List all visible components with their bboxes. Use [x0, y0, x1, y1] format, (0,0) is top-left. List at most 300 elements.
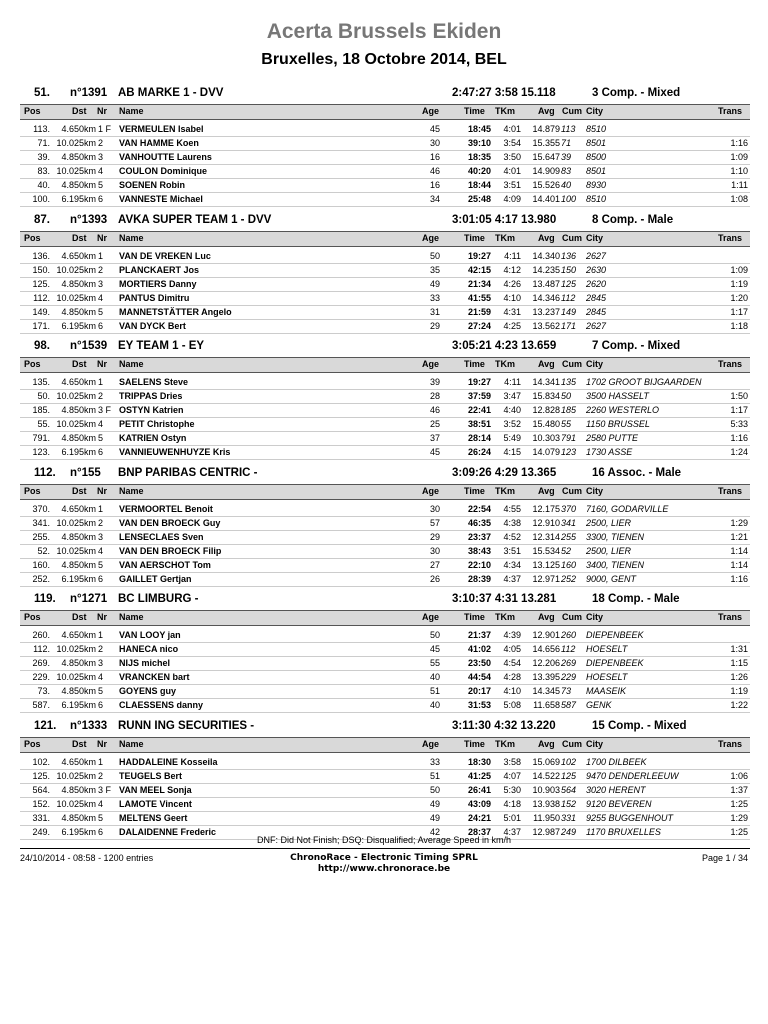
cell-nr: 1 — [98, 377, 104, 387]
cell-pos: 269. — [32, 658, 50, 668]
table-row — [20, 432, 750, 446]
cell-avg: 14.340 — [532, 250, 560, 261]
cell-age: 45 — [429, 447, 440, 457]
cell-age: 51 — [429, 686, 440, 696]
cell-age: 46 — [429, 166, 440, 176]
team-number: n°1391 — [70, 87, 108, 99]
cell-dst: 4.650km — [61, 377, 96, 387]
cell-trans: 1:26 — [730, 672, 748, 682]
team-header — [20, 86, 750, 102]
cell-name: PANTUS Dimitru — [119, 292, 190, 303]
cell-age: 33 — [429, 756, 440, 767]
column-header-avg: Avg — [538, 485, 555, 496]
table-row — [20, 151, 750, 165]
cell-pos: 52. — [37, 545, 50, 556]
cell-city: 2630 — [586, 264, 607, 275]
column-header-avg: Avg — [538, 359, 555, 369]
cell-age: 29 — [429, 531, 440, 542]
column-header-tkm: TKm — [495, 738, 515, 749]
cell-city: 3500 HASSELT — [586, 391, 649, 401]
cell-trans: 1:17 — [730, 306, 748, 317]
cell-dst: 10.025km — [56, 644, 96, 654]
cell-nr: 3 — [98, 152, 104, 162]
team-time: 3:11:30 4:32 13.220 — [452, 719, 556, 732]
column-header-cum: Cum — [562, 232, 582, 243]
cell-city: MAASEIK — [586, 686, 627, 696]
cell-city: 3300, TIENEN — [586, 531, 645, 542]
cell-tkm: 4:11 — [504, 377, 521, 387]
cell-nr: 2 — [98, 138, 104, 148]
cell-name: VAN DEN BROECK Guy — [119, 517, 221, 528]
cell-tkm: 5:08 — [503, 700, 521, 710]
cell-avg: 13.487 — [532, 278, 560, 289]
cell-nr: 3 — [98, 658, 104, 668]
cell-cum: 171 — [561, 320, 577, 331]
cell-time: 23:50 — [467, 658, 491, 668]
cell-age: 31 — [429, 306, 440, 317]
team-rank: 119. — [34, 593, 56, 605]
cell-time: 41:02 — [467, 644, 491, 654]
cell-nr: 4 — [98, 419, 104, 429]
cell-avg: 14.909 — [532, 166, 560, 176]
cell-cum: 269 — [561, 658, 577, 668]
cell-trans: 1:29 — [730, 517, 748, 528]
cell-avg: 15.647 — [532, 152, 560, 162]
column-header-cum: Cum — [562, 738, 582, 749]
team-header — [20, 719, 750, 735]
cell-city: 7160, GODARVILLE — [586, 503, 669, 514]
table-row — [20, 784, 750, 798]
cell-pos: 152. — [32, 798, 50, 809]
cell-avg: 14.346 — [532, 292, 560, 303]
cell-name: MELTENS Geert — [119, 812, 188, 823]
cell-nr: 5 — [98, 559, 104, 570]
cell-pos: 102. — [32, 756, 50, 767]
team-number: n°155 — [70, 466, 101, 479]
cell-tkm: 3:58 — [503, 756, 521, 767]
cell-dst: 4.850km — [61, 152, 96, 162]
cell-trans: 1:14 — [730, 559, 748, 570]
team-time: 3:05:21 4:23 13.659 — [452, 340, 557, 352]
cell-age: 34 — [429, 194, 440, 204]
team-category: 15 Comp. - Mixed — [592, 719, 687, 732]
cell-cum: 125 — [561, 278, 577, 289]
cell-avg: 12.828 — [532, 405, 560, 415]
cell-tkm: 3:51 — [503, 545, 521, 556]
cell-avg: 14.522 — [532, 770, 560, 781]
table-row — [20, 137, 750, 151]
cell-age: 50 — [429, 630, 440, 640]
team-block — [20, 592, 750, 719]
table-row — [20, 812, 750, 826]
table-row — [20, 418, 750, 432]
runner-rows — [20, 503, 750, 587]
cell-nr: 4 — [98, 292, 104, 303]
cell-name: VAN LOOY jan — [119, 630, 181, 640]
team-time: 2:47:27 3:58 15.118 — [452, 87, 556, 99]
column-header-avg: Avg — [538, 738, 555, 749]
cell-time: 28:14 — [467, 433, 491, 443]
column-header-name: Name — [119, 485, 144, 496]
cell-trans: 1:25 — [730, 798, 748, 809]
cell-time: 21:59 — [467, 306, 491, 317]
page-subtitle: Bruxelles, 18 Octobre 2014, BEL — [261, 51, 507, 68]
cell-time: 28:39 — [467, 573, 491, 584]
cell-avg: 14.656 — [532, 644, 560, 654]
team-category: 16 Assoc. - Male — [592, 466, 682, 479]
cell-trans: 1:15 — [730, 658, 748, 668]
cell-time: 27:24 — [467, 320, 491, 331]
column-header-dst: Dst — [72, 738, 87, 749]
cell-time: 26:24 — [467, 447, 491, 457]
cell-nr: 5 — [98, 306, 104, 317]
cell-dst: 10.025km — [56, 391, 96, 401]
column-header-dst: Dst — [72, 232, 87, 243]
table-row — [20, 756, 750, 770]
column-header-city: City — [586, 738, 604, 749]
column-header-name: Name — [119, 359, 144, 369]
cell-time: 20:17 — [467, 686, 491, 696]
team-time: 3:01:05 4:17 13.980 — [452, 213, 557, 226]
column-header-tkm: TKm — [495, 612, 515, 622]
cell-trans: 1:16 — [730, 573, 748, 584]
team-header — [20, 213, 750, 229]
cell-avg: 12.314 — [532, 531, 560, 542]
column-header-pos: Pos — [24, 232, 41, 243]
cell-nr: 5 — [98, 812, 104, 823]
cell-time: 18:35 — [467, 152, 491, 162]
cell-age: 35 — [429, 264, 440, 275]
cell-age: 40 — [429, 700, 440, 710]
cell-name: CLAESSENS danny — [119, 700, 204, 710]
cell-city: 2620 — [586, 278, 607, 289]
team-header — [20, 466, 750, 482]
cell-dst: 4.650km — [61, 756, 96, 767]
cell-name: MANNETSTÄTTER Angelo — [119, 306, 232, 317]
column-header-pos: Pos — [24, 106, 41, 116]
cell-trans: 1:09 — [730, 264, 748, 275]
cell-dst: 6.195km — [61, 700, 96, 710]
cell-cum: 564 — [561, 784, 577, 795]
column-header-age: Age — [422, 612, 440, 622]
cell-age: 49 — [429, 812, 440, 823]
cell-city: 2845 — [586, 306, 607, 317]
team-rank: 112. — [34, 466, 56, 479]
cell-tkm: 4:25 — [503, 320, 521, 331]
column-header-nr: Nr — [97, 738, 108, 749]
cell-tkm: 4:31 — [503, 306, 521, 317]
cell-dst: 10.025km — [56, 264, 96, 275]
column-header-pos: Pos — [24, 485, 41, 496]
column-header-city: City — [586, 485, 604, 496]
cell-tkm: 4:09 — [503, 194, 521, 204]
cell-nr: 4 — [98, 166, 104, 176]
cell-tkm: 3:54 — [503, 138, 521, 148]
cell-time: 22:10 — [467, 559, 491, 570]
cell-name: VAN DYCK Bert — [119, 320, 186, 331]
column-header-tkm: TKm — [495, 359, 515, 369]
cell-name: VANHOUTTE Laurens — [119, 152, 212, 162]
column-header-nr: Nr — [97, 359, 108, 369]
cell-dst: 4.850km — [61, 559, 96, 570]
runner-rows — [20, 629, 750, 713]
cell-avg: 14.235 — [532, 264, 560, 275]
column-header-trans: Trans — [718, 359, 743, 369]
cell-cum: 135 — [561, 377, 577, 387]
column-header-trans: Trans — [718, 738, 743, 749]
cell-tkm: 4:12 — [503, 264, 521, 275]
cell-tkm: 4:28 — [503, 672, 521, 682]
cell-avg: 14.345 — [532, 686, 560, 696]
column-header-avg: Avg — [538, 612, 555, 622]
cell-city: 3400, TIENEN — [586, 559, 645, 570]
table-row — [20, 320, 750, 334]
cell-dst: 4.850km — [61, 531, 96, 542]
column-header-pos: Pos — [24, 359, 41, 369]
cell-city: 9255 BUGGENHOUT — [586, 812, 674, 823]
cell-name: VAN DEN BROECK Filip — [119, 545, 222, 556]
cell-nr: 6 — [98, 320, 104, 331]
cell-cum: 73 — [561, 686, 572, 696]
cell-cum: 102 — [561, 756, 577, 767]
cell-age: 27 — [429, 559, 440, 570]
cell-name: MORTIERS Danny — [119, 278, 197, 289]
cell-age: 50 — [429, 784, 440, 795]
cell-city: 2627 — [586, 320, 607, 331]
cell-cum: 112 — [561, 644, 576, 654]
column-header-avg: Avg — [538, 232, 555, 243]
cell-city: 1170 BRUXELLES — [586, 826, 661, 837]
column-header-dst: Dst — [72, 485, 87, 496]
cell-dst: 4.850km — [61, 658, 96, 668]
cell-age: 29 — [429, 320, 440, 331]
cell-name: PETIT Christophe — [119, 419, 195, 429]
cell-cum: 370 — [561, 503, 577, 514]
cell-trans: 1:14 — [730, 545, 748, 556]
cell-time: 39:10 — [467, 138, 491, 148]
cell-nr: 5 — [98, 180, 104, 190]
cell-avg: 14.401 — [532, 194, 560, 204]
column-header-row — [20, 610, 750, 626]
table-row — [20, 179, 750, 193]
cell-tkm: 5:30 — [503, 784, 521, 795]
column-header-dst: Dst — [72, 612, 87, 622]
cell-cum: 55 — [561, 419, 572, 429]
table-row — [20, 531, 750, 545]
cell-avg: 15.534 — [532, 545, 560, 556]
footer-company-name: ChronoRace - Electronic Timing SPRL — [290, 853, 478, 863]
cell-name: LENSECLAES Sven — [119, 531, 204, 542]
column-header-time: Time — [464, 738, 485, 749]
table-row — [20, 123, 750, 137]
cell-nr: 4 — [98, 798, 104, 809]
cell-tkm: 4:37 — [503, 573, 521, 584]
cell-time: 38:43 — [467, 545, 491, 556]
table-row — [20, 503, 750, 517]
table-row — [20, 292, 750, 306]
cell-tkm: 3:51 — [503, 180, 521, 190]
cell-pos: 331. — [32, 812, 50, 823]
cell-pos: 112. — [33, 644, 50, 654]
cell-dst: 10.025km — [56, 517, 96, 528]
cell-trans: 1:06 — [730, 770, 748, 781]
cell-dst: 4.850km — [61, 306, 96, 317]
cell-age: 50 — [429, 250, 440, 261]
column-header-name: Name — [119, 612, 144, 622]
team-block — [20, 339, 750, 466]
cell-dst: 10.025km — [56, 419, 96, 429]
cell-cum: 791 — [561, 433, 577, 443]
cell-tkm: 4:34 — [503, 559, 521, 570]
legend-note: DNF: Did Not Finish; DSQ: Disqualified; Average Speed in km/h — [257, 835, 511, 845]
team-time: 3:10:37 4:31 13.281 — [452, 593, 557, 605]
column-header-trans: Trans — [718, 106, 743, 116]
cell-nr: 6 — [98, 194, 104, 204]
cell-nr: 6 — [98, 447, 104, 457]
cell-tkm: 4:18 — [503, 798, 521, 809]
cell-age: 51 — [429, 770, 440, 781]
table-row — [20, 446, 750, 460]
cell-name: DALAIDENNE Frederic — [119, 826, 217, 837]
cell-tkm: 4:11 — [504, 250, 521, 261]
table-row — [20, 376, 750, 390]
cell-avg: 13.125 — [532, 559, 560, 570]
cell-pos: 55. — [37, 419, 50, 429]
cell-nr: 2 — [98, 517, 104, 528]
cell-city: 2580 PUTTE — [586, 433, 639, 443]
column-header-row — [20, 484, 750, 500]
cell-name: HANECA nico — [119, 644, 179, 654]
column-header-pos: Pos — [24, 612, 41, 622]
table-row — [20, 264, 750, 278]
column-header-tkm: TKm — [495, 485, 515, 496]
table-row — [20, 306, 750, 320]
column-header-trans: Trans — [718, 612, 743, 622]
cell-age: 49 — [429, 278, 440, 289]
cell-time: 40:20 — [467, 166, 491, 176]
cell-cum: 40 — [561, 180, 572, 190]
cell-tkm: 4:15 — [503, 447, 521, 457]
table-row — [20, 643, 750, 657]
cell-nr: 4 — [98, 545, 104, 556]
table-row — [20, 390, 750, 404]
cell-trans: 1:37 — [730, 784, 748, 795]
cell-time: 22:54 — [467, 503, 491, 514]
cell-city: 1730 ASSE — [586, 447, 633, 457]
cell-city: GENK — [586, 700, 612, 710]
column-header-name: Name — [119, 106, 144, 116]
cell-avg: 13.395 — [532, 672, 560, 682]
cell-tkm: 4:40 — [503, 405, 521, 415]
cell-avg: 12.987 — [532, 826, 560, 837]
cell-pos: 112. — [33, 292, 50, 303]
cell-dst: 10.025km — [56, 545, 96, 556]
column-header-tkm: TKm — [495, 232, 515, 243]
team-number: n°1539 — [70, 340, 108, 352]
cell-pos: 149. — [32, 306, 50, 317]
cell-avg: 12.971 — [532, 573, 560, 584]
cell-pos: 564. — [32, 784, 50, 795]
team-name: BNP PARIBAS CENTRIC - — [118, 466, 258, 479]
cell-nr: 1 — [98, 250, 104, 261]
cell-nr: 3 F — [98, 405, 112, 415]
column-header-cum: Cum — [562, 359, 582, 369]
team-number: n°1271 — [70, 593, 108, 605]
cell-age: 40 — [429, 672, 440, 682]
cell-cum: 160 — [561, 559, 577, 570]
cell-trans: 1:10 — [730, 166, 748, 176]
cell-trans: 1:17 — [730, 405, 748, 415]
cell-pos: 100. — [32, 194, 50, 204]
footer-page-number: Page 1 / 34 — [701, 853, 748, 863]
cell-name: HADDALEINE Kosseila — [119, 756, 218, 767]
cell-trans: 1:09 — [730, 152, 748, 162]
cell-cum: 252 — [561, 573, 577, 584]
cell-nr: 1 F — [98, 124, 112, 134]
cell-tkm: 4:05 — [503, 644, 521, 654]
cell-city: 2260 WESTERLO — [586, 405, 660, 415]
cell-age: 55 — [429, 658, 440, 668]
cell-city: 9000, GENT — [586, 573, 637, 584]
cell-trans: 1:22 — [730, 700, 748, 710]
cell-age: 57 — [429, 517, 440, 528]
cell-time: 18:44 — [467, 180, 491, 190]
cell-time: 31:53 — [467, 700, 491, 710]
team-header — [20, 339, 750, 355]
cell-nr: 6 — [98, 826, 104, 837]
cell-tkm: 4:01 — [503, 166, 521, 176]
team-header — [20, 592, 750, 608]
cell-name: TRIPPAS Dries — [119, 391, 183, 401]
cell-city: 8510 — [586, 124, 607, 134]
cell-name: VANNIEUWENHUYZE Kris — [119, 447, 231, 457]
cell-tkm: 4:55 — [503, 503, 521, 514]
column-header-dst: Dst — [72, 359, 87, 369]
cell-trans: 1:08 — [730, 194, 748, 204]
column-header-pos: Pos — [24, 738, 41, 749]
cell-dst: 10.025km — [56, 798, 96, 809]
cell-pos: 39. — [37, 152, 50, 162]
column-header-age: Age — [422, 359, 440, 369]
cell-avg: 12.206 — [532, 658, 560, 668]
cell-age: 42 — [429, 826, 440, 837]
cell-city: 1700 DILBEEK — [586, 756, 647, 767]
footer-divider — [20, 848, 750, 849]
cell-avg: 15.834 — [532, 391, 560, 401]
cell-avg: 10.303 — [532, 433, 560, 443]
cell-cum: 152 — [561, 798, 577, 809]
cell-city: 8501 — [586, 138, 607, 148]
column-header-city: City — [586, 612, 604, 622]
column-header-name: Name — [119, 232, 144, 243]
footer-company-url[interactable]: http://www.chronorace.be — [317, 864, 451, 874]
cell-avg: 15.355 — [532, 138, 560, 148]
cell-avg: 13.562 — [532, 320, 560, 331]
table-row — [20, 629, 750, 643]
cell-time: 28:37 — [467, 826, 491, 837]
column-header-trans: Trans — [718, 485, 743, 496]
runner-rows — [20, 376, 750, 460]
cell-name: LAMOTE Vincent — [119, 798, 192, 809]
cell-time: 24:21 — [467, 812, 491, 823]
cell-cum: 150 — [561, 264, 577, 275]
cell-name: VAN AERSCHOT Tom — [119, 559, 211, 570]
cell-age: 26 — [429, 573, 440, 584]
cell-dst: 4.850km — [61, 278, 96, 289]
cell-name: KATRIEN Ostyn — [119, 433, 187, 443]
cell-dst: 6.195km — [61, 320, 96, 331]
cell-avg: 13.237 — [532, 306, 560, 317]
